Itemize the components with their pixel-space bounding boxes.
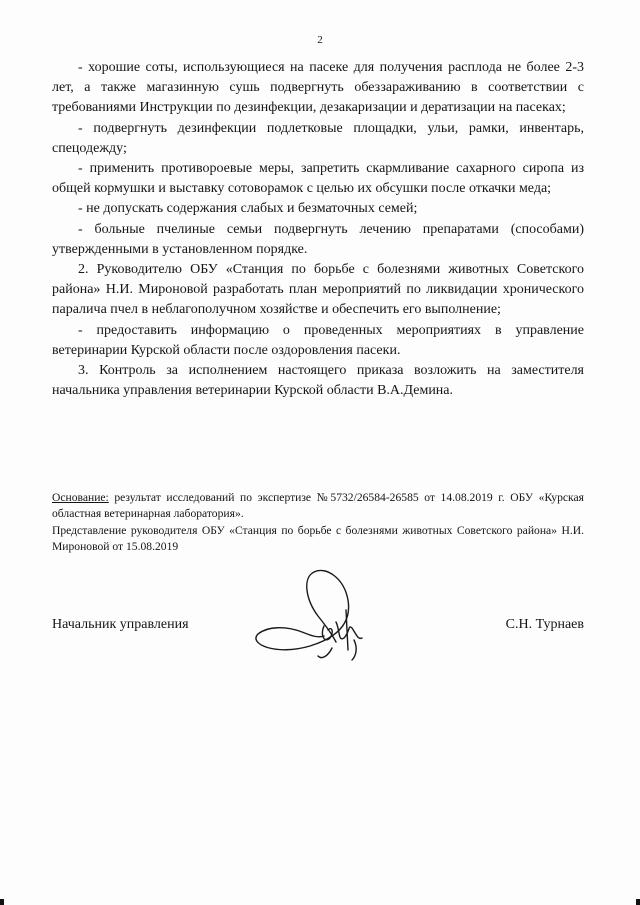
paragraph-treatment: - больные пчелиные семьи подвергнуть лечению препаратами (способами) утвержденными в установленном порядке.: [52, 221, 584, 257]
signatory-name: С.Н. Турнаев: [505, 617, 584, 632]
scan-edge-mark-left: [0, 899, 4, 905]
basis-label: Основание:: [52, 491, 109, 504]
paragraph-honeycomb-disinfection: - хорошие соты, использующиеся на пасеке для получения расплода не более 2-3 лет, а также магазинную сушь подвергнуть обеззараживанию в соответствии с требованиями Инструкции по дезинфекции, дезакаризации и дератизации на пасеках;: [52, 60, 584, 116]
basis-block: [52, 490, 584, 554]
page-number: 2: [317, 34, 323, 46]
handwritten-signature: [240, 560, 390, 670]
paragraph-weak-colonies: - не допускать содержания слабых и безматочных семей;: [78, 201, 418, 217]
paragraph-control: 3. Контроль за исполнением настоящего приказа возложить на заместителя начальника управления ветеринарии Курской области В.А.Демина.: [52, 363, 584, 399]
paragraph-equipment-disinfection: - подвергнуть дезинфекции подлетковые площадки, ульи, рамки, инвентарь, спецодежду;: [52, 120, 584, 156]
signatory-position: Начальник управления: [52, 617, 189, 632]
basis-text: результат исследований по экспертизе №5732/26584-26585 от 14.08.2019 г. ОБУ «Курская областная ветеринарная лаборатория».: [52, 491, 584, 520]
order-body: [52, 58, 584, 401]
paragraph-report: - предоставить информацию о проведенных мероприятиях в управление ветеринарии Курской области после оздоровления пасеки.: [52, 322, 584, 358]
basis-representation: Представление руководителя ОБУ «Станция по борьбе с болезнями животных Советского района» Н.И. Мироновой от 15.08.2019: [52, 524, 584, 553]
paragraph-station-plan: 2. Руководителю ОБУ «Станция по борьбе с болезнями животных Советского района» Н.И. Мироновой разработать план мероприятий по ликвидации хронического паралича пчел в неблагополучном хозяйстве и обеспечить его выполнение;: [52, 262, 584, 318]
paragraph-anti-swarming: - применить противороевые меры, запретить скармливание сахарного сиропа из общей кормушки и выставку сотоворамок с целью их обсушки после откачки меда;: [52, 161, 584, 197]
scan-edge-mark-right: [636, 899, 640, 905]
basis-paragraph: [52, 490, 584, 521]
